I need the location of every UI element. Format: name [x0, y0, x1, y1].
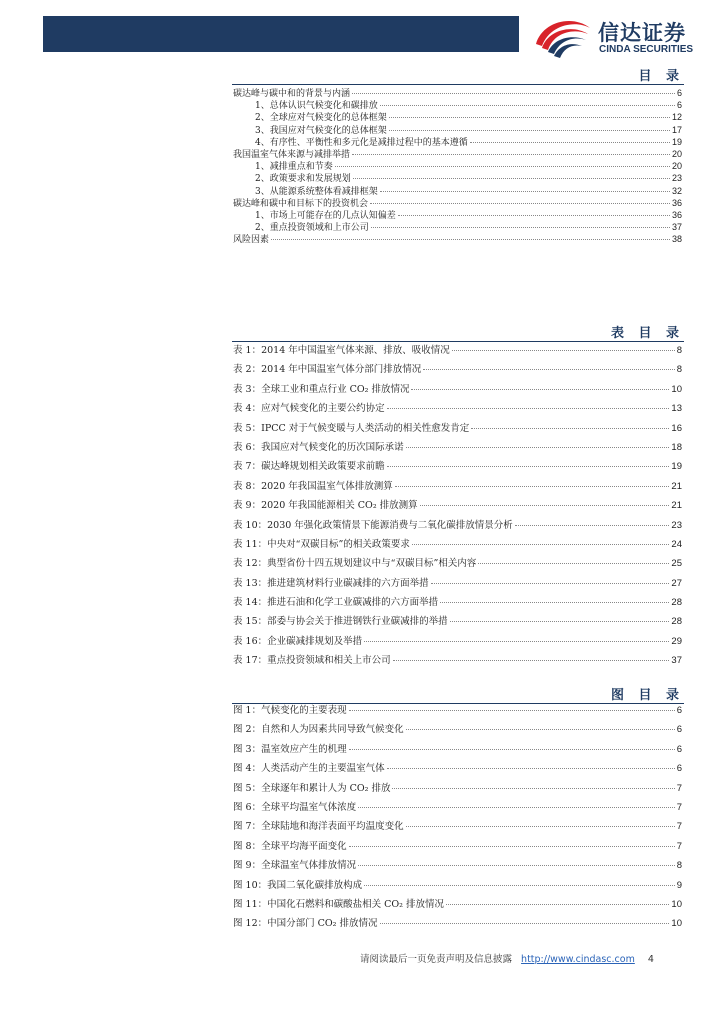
list-item[interactable] — [233, 478, 682, 497]
entry-page-number: 8 — [676, 860, 682, 872]
dot-leader — [380, 105, 675, 106]
tables-list — [233, 342, 682, 672]
list-item[interactable] — [233, 818, 682, 837]
list-item[interactable] — [233, 420, 682, 439]
entry-title[interactable]: 图 3：温室效应产生的机理 — [233, 743, 347, 755]
entry-title[interactable]: 表 4：应对气候变化的主要公约协定 — [233, 403, 385, 415]
entry-page-number: 6 — [676, 88, 682, 98]
entry-title[interactable]: 4、有序性、平衡性和多元化是减排过程中的基本遵循 — [255, 137, 468, 148]
dot-leader — [470, 142, 670, 143]
list-item[interactable] — [233, 780, 682, 799]
dot-leader — [450, 621, 670, 622]
list-item[interactable] — [233, 838, 682, 857]
list-item[interactable] — [233, 497, 682, 516]
list-item[interactable] — [233, 594, 682, 613]
entry-title[interactable]: 表 2：2014 年中国温室气体分部门排放情况 — [233, 364, 422, 376]
entry-title[interactable]: 表 3：全球工业和重点行业 CO₂ 排放情况 — [233, 383, 410, 395]
entry-page-number: 7 — [676, 782, 682, 794]
entry-page-number: 25 — [671, 558, 682, 570]
list-item[interactable] — [233, 232, 682, 244]
dot-leader — [349, 710, 675, 711]
entry-page-number: 24 — [671, 538, 682, 550]
list-item[interactable] — [233, 760, 682, 779]
entry-page-number: 37 — [671, 222, 682, 233]
entry-page-number: 20 — [671, 148, 682, 159]
dot-leader — [392, 788, 674, 789]
entry-page-number: 9 — [676, 879, 682, 891]
list-item[interactable] — [233, 184, 682, 196]
entry-title[interactable]: 图 1：气候变化的主要表现 — [233, 705, 347, 716]
entry-page-number: 21 — [671, 480, 682, 492]
footer-disclaimer[interactable]: 请阅读最后一页免责声明及信息披露 — [360, 954, 513, 965]
dot-leader — [380, 191, 670, 192]
entry-title[interactable]: 图 10：我国二氧化碳排放构成 — [233, 879, 363, 891]
dot-leader — [411, 389, 669, 390]
dot-leader — [370, 203, 670, 204]
dot-leader — [398, 215, 670, 216]
list-item[interactable] — [233, 110, 682, 122]
entry-title[interactable]: 表 10：2030 年强化政策情景下能源消费与二氧化碳排放情景分析 — [233, 519, 513, 531]
entry-title[interactable]: 图 9：全球温室气体排放情况 — [233, 860, 357, 872]
entry-page-number: 6 — [676, 705, 682, 716]
dot-leader — [387, 768, 675, 769]
list-item[interactable] — [233, 721, 682, 740]
entry-page-number: 17 — [671, 124, 682, 135]
entry-title[interactable]: 碳达峰和碳中和目标下的投资机会 — [233, 198, 369, 209]
dot-leader — [423, 369, 674, 370]
entry-title[interactable]: 表 15：部委与协会关于推进钢铁行业碳减排的举措 — [233, 616, 448, 628]
entry-page-number: 8 — [676, 345, 682, 356]
entry-title[interactable]: 表 11：中央对“双碳目标”的相关政策要求 — [233, 538, 410, 550]
entry-title[interactable]: 2、政策要求和发展规划 — [255, 174, 351, 185]
entry-title[interactable]: 图 12：中国分部门 CO₂ 排放情况 — [233, 918, 378, 930]
page-footer — [360, 951, 680, 965]
list-item[interactable] — [233, 799, 682, 818]
dot-leader — [452, 350, 675, 351]
entry-page-number: 37 — [671, 655, 682, 667]
entry-title[interactable]: 表 16：企业碳减排规划及举措 — [233, 635, 363, 647]
dot-leader — [352, 154, 670, 155]
dot-leader — [352, 93, 675, 94]
dot-leader — [271, 239, 670, 240]
list-item[interactable] — [233, 342, 682, 361]
dot-leader — [431, 583, 670, 584]
toc-rule — [232, 84, 684, 85]
entry-page-number: 38 — [671, 234, 682, 245]
entry-page-number: 13 — [671, 403, 682, 415]
entry-page-number: 19 — [671, 461, 682, 473]
entry-page-number: 28 — [671, 616, 682, 628]
entry-title[interactable]: 1、市场上可能存在的几点认知偏差 — [255, 210, 396, 221]
toc-list — [233, 86, 682, 244]
dot-leader — [387, 466, 670, 467]
entry-title[interactable]: 2、全球应对气候变化的总体框架 — [255, 113, 387, 124]
entry-title[interactable]: 1、总体认识气候变化和碳排放 — [255, 101, 378, 112]
list-item[interactable] — [233, 400, 682, 419]
entry-title[interactable]: 图 4：人类活动产生的主要温室气体 — [233, 763, 385, 775]
list-item[interactable] — [233, 633, 682, 652]
entry-title[interactable]: 表 17：重点投资领域和相关上市公司 — [233, 655, 391, 667]
entry-title[interactable]: 表 6：我国应对气候变化的历次国际承诺 — [233, 441, 404, 453]
entry-title[interactable]: 表 1：2014 年中国温室气体来源、排放、吸收情况 — [233, 345, 450, 356]
dot-leader — [353, 178, 670, 179]
brand-name-en: CINDA SECURITIES — [599, 44, 694, 55]
footer-url-link[interactable]: http://www.cindasc.com — [521, 954, 635, 965]
dot-leader — [471, 428, 669, 429]
entry-title[interactable]: 3、从能源系统整体看减排框架 — [255, 186, 378, 197]
list-item[interactable] — [233, 702, 682, 721]
dot-leader — [478, 563, 669, 564]
dot-leader — [358, 807, 675, 808]
list-item[interactable] — [233, 147, 682, 159]
entry-title[interactable]: 图 11：中国化石燃料和碳酸盐相关 CO₂ 排放情况 — [233, 898, 445, 910]
list-item[interactable] — [233, 877, 682, 896]
entry-title[interactable]: 图 8：全球平均海平面变化 — [233, 840, 347, 852]
dot-leader — [380, 923, 670, 924]
entry-page-number: 16 — [671, 422, 682, 434]
entry-title[interactable]: 表 9：2020 年我国能源相关 CO₂ 排放测算 — [233, 500, 418, 512]
dot-leader — [387, 408, 670, 409]
dot-leader — [349, 749, 675, 750]
header-bar — [43, 16, 519, 52]
dot-leader — [335, 166, 670, 167]
entry-page-number: 32 — [671, 185, 682, 196]
entry-page-number: 21 — [671, 500, 682, 512]
list-item[interactable] — [233, 517, 682, 536]
entry-page-number: 10 — [671, 383, 682, 395]
dot-leader — [420, 505, 670, 506]
entry-title[interactable]: 图 5：全球逐年和累计人为 CO₂ 排放 — [233, 782, 391, 794]
dot-leader — [406, 826, 675, 827]
entry-title[interactable]: 我国温室气体来源与减排举措 — [233, 149, 351, 160]
entry-page-number: 29 — [671, 635, 682, 647]
entry-title[interactable]: 碳达峰与碳中和的背景与内涵 — [233, 89, 351, 99]
list-item[interactable] — [233, 555, 682, 574]
dot-leader — [406, 447, 670, 448]
list-item[interactable] — [233, 439, 682, 458]
list-item[interactable] — [233, 196, 682, 208]
dot-leader — [446, 904, 669, 905]
list-item[interactable] — [233, 857, 682, 876]
dot-leader — [364, 641, 669, 642]
entry-page-number: 18 — [671, 441, 682, 453]
dot-leader — [412, 544, 670, 545]
list-item[interactable] — [233, 123, 682, 135]
entry-title[interactable]: 表 14：推进石油和化学工业碳减排的六方面举措 — [233, 597, 439, 609]
dot-leader — [358, 865, 675, 866]
list-item[interactable] — [233, 159, 682, 171]
list-item[interactable] — [233, 613, 682, 632]
list-item[interactable] — [233, 98, 682, 110]
entry-page-number: 20 — [671, 161, 682, 172]
entry-title[interactable]: 表 8：2020 年我国温室气体排放测算 — [233, 480, 393, 492]
list-item[interactable] — [233, 575, 682, 594]
entry-page-number: 23 — [671, 519, 682, 531]
dot-leader — [406, 729, 675, 730]
entry-title[interactable]: 表 5：IPCC 对于气候变暖与人类活动的相关性愈发肯定 — [233, 422, 470, 434]
entry-title[interactable]: 图 7：全球陆地和海洋表面平均温度变化 — [233, 821, 404, 833]
list-item[interactable] — [233, 86, 682, 98]
entry-page-number: 36 — [671, 209, 682, 220]
entry-page-number: 6 — [676, 724, 682, 736]
list-item[interactable] — [233, 652, 682, 671]
figures-title: 图 目 录 — [610, 688, 684, 703]
entry-title[interactable]: 表 13：推进建筑材料行业碳减排的六方面举措 — [233, 577, 429, 589]
list-item[interactable] — [233, 896, 682, 915]
list-item[interactable] — [233, 220, 682, 232]
entry-page-number: 6 — [676, 763, 682, 775]
entry-page-number: 10 — [671, 898, 682, 910]
entry-page-number: 8 — [676, 364, 682, 376]
entry-page-number: 36 — [671, 197, 682, 208]
list-item[interactable] — [233, 171, 682, 183]
dot-leader — [515, 525, 670, 526]
entry-page-number: 10 — [671, 918, 682, 930]
entry-page-number: 7 — [676, 821, 682, 833]
entry-title[interactable]: 3、我国应对气候变化的总体框架 — [255, 125, 387, 136]
dot-leader — [389, 117, 670, 118]
entry-title[interactable]: 1、减排重点和节奏 — [255, 162, 333, 173]
dot-leader — [395, 486, 670, 487]
list-item[interactable] — [233, 536, 682, 555]
entry-page-number: 23 — [671, 173, 682, 184]
entry-title[interactable]: 图 6：全球平均温室气体浓度 — [233, 801, 357, 813]
entry-page-number: 12 — [671, 112, 682, 123]
list-item[interactable] — [233, 458, 682, 477]
entry-page-number: 19 — [671, 136, 682, 147]
list-item[interactable] — [233, 135, 682, 147]
brand-logo — [532, 14, 712, 60]
dot-leader — [364, 885, 675, 886]
figures-list — [233, 702, 682, 935]
list-item[interactable] — [233, 381, 682, 400]
list-item[interactable] — [233, 915, 682, 934]
dot-leader — [393, 660, 670, 661]
entry-page-number: 28 — [671, 597, 682, 609]
entry-title[interactable]: 图 2：自然和人为因素共同导致气候变化 — [233, 724, 404, 736]
entry-page-number: 6 — [676, 743, 682, 755]
brand-name-cn: 信达证券 — [598, 21, 686, 45]
list-item[interactable] — [233, 361, 682, 380]
dot-leader — [440, 602, 669, 603]
entry-page-number: 27 — [671, 577, 682, 589]
entry-page-number: 6 — [676, 100, 682, 111]
tables-title: 表 目 录 — [610, 326, 684, 341]
dot-leader — [349, 846, 675, 847]
toc-title: 目 录 — [638, 69, 684, 84]
dot-leader — [389, 130, 670, 131]
cinda-logo-icon — [532, 14, 594, 60]
entry-page-number: 7 — [676, 840, 682, 852]
entry-page-number: 7 — [676, 801, 682, 813]
dot-leader — [371, 227, 670, 228]
list-item[interactable] — [233, 208, 682, 220]
footer-page-number: 4 — [647, 954, 654, 965]
entry-title[interactable]: 风险因素 — [233, 235, 270, 246]
list-item[interactable] — [233, 741, 682, 760]
entry-title[interactable]: 表 7：碳达峰规划相关政策要求前瞻 — [233, 461, 385, 473]
entry-title[interactable]: 2、重点投资领域和上市公司 — [255, 223, 369, 234]
entry-title[interactable]: 表 12：典型省份十四五规划建议中与“双碳目标”相关内容 — [233, 558, 477, 570]
